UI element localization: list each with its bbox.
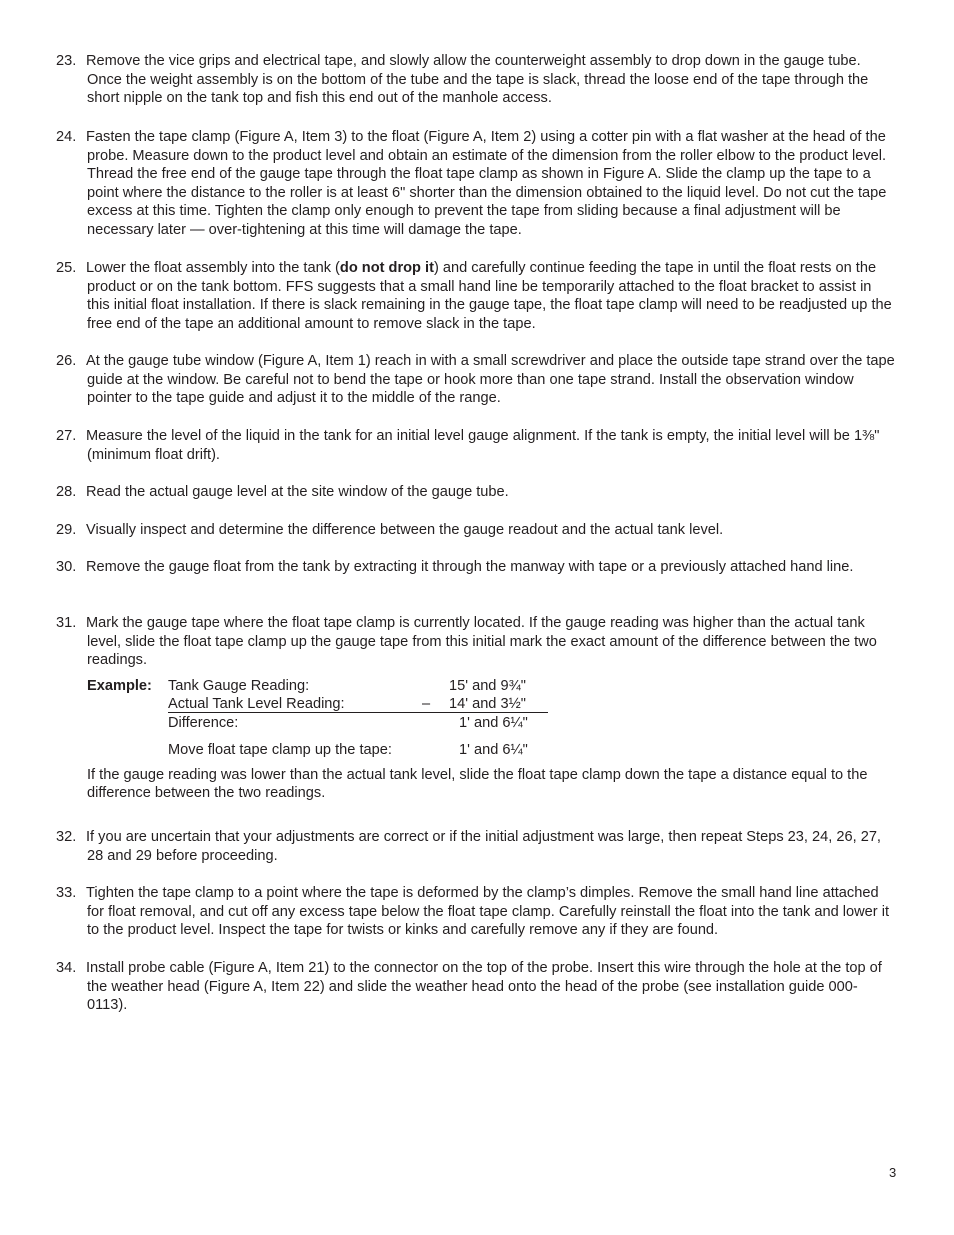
step-text: At the gauge tube window (Figure A, Item 1) reach in with a small screwdriver and place the outside tape strand over the tape guide at the window. Be careful not to bend the tape or hook more than one tape strand. Install the observation window pointer to the tape guide and adjust it to the middle of the range.: [86, 353, 895, 407]
example-calculation: [87, 677, 898, 765]
step-followup-text: If the gauge reading was lower than the actual tank level, slide the float tape clamp down the tape a distance equal to the difference between the two readings.: [87, 766, 868, 802]
difference-label: Difference:: [168, 714, 239, 731]
step-number: 30.: [56, 559, 77, 575]
step-number: 27.: [56, 428, 77, 444]
step-number: 26.: [56, 353, 77, 369]
step-text: Mark the gauge tape where the float tape clamp is currently located. If the gauge reading was higher than the actual tank level, slide the float tape clamp up the gauge tape from this initial mark the exact amount of the difference between the two readings.: [86, 615, 877, 669]
step-text-emphasis: do not drop it: [339, 260, 434, 276]
actual-level-value: 14' and 3½": [449, 695, 526, 712]
gauge-reading-value: 15' and 9¾": [449, 677, 526, 694]
step-text: [87, 259, 898, 333]
step-text: Measure the level of the liquid in the tank for an initial level gauge alignment. If the tank is empty, the initial level will be 1⅜" (minimum float drift).: [86, 428, 880, 463]
step-25: [56, 259, 898, 333]
move-clamp-label: Move float tape clamp up the tape:: [168, 741, 392, 758]
step-number: 23.: [56, 53, 77, 69]
step-34: [56, 959, 898, 1015]
step-number: 29.: [56, 522, 77, 538]
step-number: 25.: [56, 260, 77, 276]
minus-sign: –: [422, 695, 431, 712]
step-32: [56, 828, 898, 865]
step-33: [56, 884, 898, 940]
move-clamp-value: 1' and 6¼": [459, 741, 528, 758]
step-31: [56, 614, 898, 803]
step-number: 24.: [56, 129, 77, 145]
step-text: Remove the gauge float from the tank by extracting it through the manway with tape or a previously attached hand line.: [86, 559, 854, 575]
step-number: 34.: [56, 960, 77, 976]
example-label: Example:: [87, 677, 152, 694]
actual-level-label: Actual Tank Level Reading:: [168, 695, 345, 712]
step-text: Visually inspect and determine the difference between the gauge readout and the actual tank level.: [86, 522, 724, 538]
step-30: [56, 558, 898, 577]
step-number: 28.: [56, 484, 77, 500]
step-number: 31.: [56, 615, 77, 631]
step-24: [56, 128, 898, 240]
step-text-post: ) and carefully continue feeding the tape in until the float rests on the product or on the tank bottom. FFS suggests that a small hand line be temporarily attached to the float bracket to assist in this initial float installation. If there is slack remaining in the gauge tape, the float tape clamp will need to be readjusted up the free end of the tape an additional amount to remove slack in the tape.: [87, 260, 892, 332]
step-text: Tighten the tape clamp to a point where the tape is deformed by the clamp’s dimples. Remove the small hand line attached for float removal, and cut off any excess tape below the float tape clamp. Carefully reinstall the float into the tank and lower it to the product level. Inspect the tape for twists or kinks and carefully remove any if they are found.: [86, 885, 890, 939]
gauge-reading-label: Tank Gauge Reading:: [168, 677, 310, 694]
step-26: [56, 352, 898, 408]
step-28: [56, 483, 898, 502]
step-number: 32.: [56, 829, 77, 845]
step-27: [56, 427, 898, 464]
step-text-pre: Lower the float assembly into the tank (: [86, 260, 340, 276]
difference-value: 1' and 6¼": [459, 714, 528, 731]
step-text: Install probe cable (Figure A, Item 21) to the connector on the top of the probe. Insert this wire through the hole at the top of the weather head (Figure A, Item 22) and slide the weather head onto the head of the probe (see installation guide 000-0113).: [86, 960, 882, 1014]
page-number: 3: [889, 1165, 897, 1180]
step-text: Read the actual gauge level at the site window of the gauge tube.: [86, 484, 509, 500]
step-23: [56, 52, 898, 108]
step-number: 33.: [56, 885, 77, 901]
step-text: Remove the vice grips and electrical tape, and slowly allow the counterweight assembly to drop down in the gauge tube. Once the weight assembly is on the bottom of the tube and the tape is slack, thread the loose end of the tape through the short nipple on the tank top and fish this end out of the manhole access.: [86, 53, 869, 107]
step-29: [56, 521, 898, 540]
step-text: If you are uncertain that your adjustments are correct or if the initial adjustment was large, then repeat Steps 23, 24, 26, 27, 28 and 29 before proceeding.: [86, 829, 881, 864]
step-text: Fasten the tape clamp (Figure A, Item 3) to the float (Figure A, Item 2) using a cotter pin with a flat washer at the head of the probe. Measure down to the product level and obtain an estimate of the dimension from the roller elbow to the product level. Thread the free end of the gauge tape through the float tape clamp as shown in Figure A. Slide the clamp up the tape to a point where the distance to the roller is at least 6" shorter than the dimension obtained to the liquid level. Do not cut the tape excess at this time. Tighten the clamp only enough to prevent the tape from sliding because a final adjustment will be necessary later — over-tightening at this time will damage the tape.: [86, 129, 887, 238]
